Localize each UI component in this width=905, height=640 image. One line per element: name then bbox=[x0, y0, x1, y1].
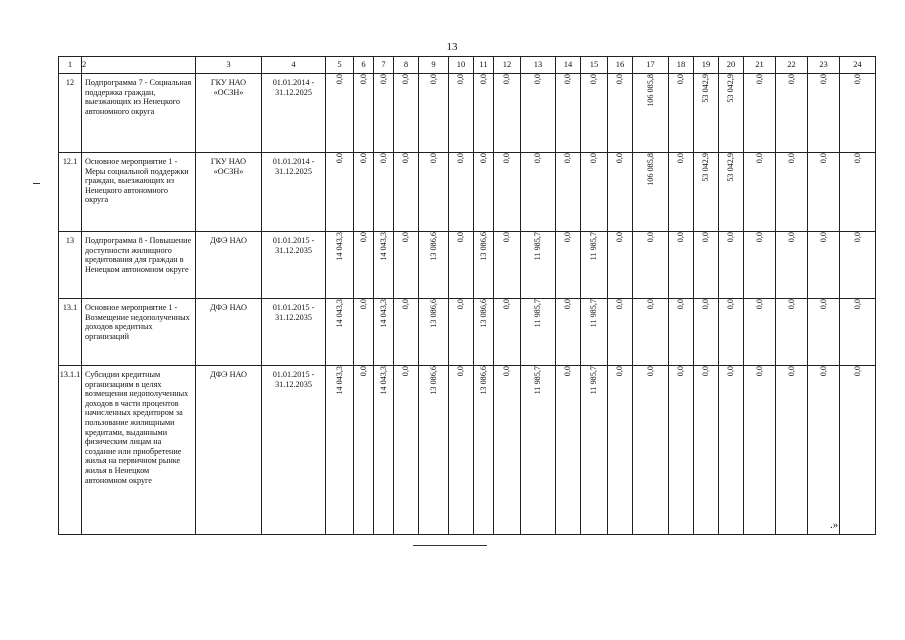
header-cell: 15 bbox=[581, 57, 608, 74]
value-cell bbox=[394, 153, 419, 232]
value-cell bbox=[633, 299, 669, 366]
value-text: 14 043,3 bbox=[334, 299, 344, 328]
header-cell: 12 bbox=[494, 57, 521, 74]
value-cell bbox=[556, 366, 581, 535]
value-cell bbox=[581, 366, 608, 535]
value-cell bbox=[840, 299, 876, 366]
row-organization: ГКУ НАО «ОСЗН» bbox=[196, 153, 262, 232]
value-cell bbox=[354, 153, 374, 232]
value-cell bbox=[744, 74, 776, 153]
value-cell bbox=[419, 366, 449, 535]
value-cell bbox=[776, 153, 808, 232]
value-text: 0,0 bbox=[676, 232, 686, 243]
value-text: 0,0 bbox=[456, 153, 466, 164]
value-text: 0,0 bbox=[563, 232, 573, 243]
value-text: 0,0 bbox=[818, 299, 828, 310]
value-text: 0,0 bbox=[502, 366, 512, 377]
value-text: 0,0 bbox=[502, 153, 512, 164]
value-cell bbox=[694, 153, 719, 232]
value-text: 0,0 bbox=[818, 74, 828, 85]
value-text: 0,0 bbox=[401, 299, 411, 310]
table-row bbox=[59, 366, 876, 535]
value-cell bbox=[581, 232, 608, 299]
value-cell bbox=[808, 232, 840, 299]
value-text: 0,0 bbox=[645, 366, 655, 377]
value-cell bbox=[394, 366, 419, 535]
value-cell bbox=[494, 232, 521, 299]
value-text: 0,0 bbox=[563, 299, 573, 310]
value-cell bbox=[776, 366, 808, 535]
value-text: 14 043,3 bbox=[378, 366, 388, 395]
value-text: 0,0 bbox=[502, 299, 512, 310]
value-text: 0,0 bbox=[676, 366, 686, 377]
value-text: 0,0 bbox=[358, 366, 368, 377]
header-cell: 8 bbox=[394, 57, 419, 74]
value-cell bbox=[521, 153, 556, 232]
table-row bbox=[59, 153, 876, 232]
value-text: 0,0 bbox=[615, 153, 625, 164]
value-text: 0,0 bbox=[754, 153, 764, 164]
table-row bbox=[59, 232, 876, 299]
value-text: 0,0 bbox=[754, 366, 764, 377]
value-cell bbox=[556, 74, 581, 153]
row-period: 01.01.2014 - 31.12.2025 bbox=[262, 153, 326, 232]
value-cell bbox=[633, 366, 669, 535]
value-text: 0,0 bbox=[378, 153, 388, 164]
value-cell bbox=[354, 366, 374, 535]
value-text: 0,0 bbox=[334, 153, 344, 164]
value-text: 0,0 bbox=[818, 153, 828, 164]
value-cell bbox=[744, 366, 776, 535]
value-text: 0,0 bbox=[676, 74, 686, 85]
value-text: 0,0 bbox=[456, 299, 466, 310]
value-cell bbox=[608, 366, 633, 535]
value-cell bbox=[474, 74, 494, 153]
value-text: 0,0 bbox=[852, 74, 862, 85]
value-cell bbox=[494, 366, 521, 535]
header-cell: 2 bbox=[82, 57, 196, 74]
value-text: 11 985,7 bbox=[533, 232, 543, 261]
value-text: 0,0 bbox=[401, 153, 411, 164]
value-cell bbox=[354, 74, 374, 153]
value-cell bbox=[374, 232, 394, 299]
value-text: 0,0 bbox=[533, 153, 543, 164]
value-cell bbox=[419, 232, 449, 299]
value-text: 0,0 bbox=[563, 153, 573, 164]
value-text: 0,0 bbox=[589, 153, 599, 164]
value-text: 0,0 bbox=[401, 74, 411, 85]
value-cell bbox=[669, 366, 694, 535]
value-cell bbox=[608, 299, 633, 366]
value-cell bbox=[669, 299, 694, 366]
value-cell bbox=[394, 299, 419, 366]
page-number: 13 bbox=[446, 41, 458, 53]
row-number: 12 bbox=[59, 74, 82, 153]
value-cell bbox=[449, 153, 474, 232]
value-cell bbox=[633, 74, 669, 153]
value-cell bbox=[744, 232, 776, 299]
value-cell bbox=[744, 299, 776, 366]
value-text: 0,0 bbox=[358, 153, 368, 164]
value-text: 0,0 bbox=[754, 74, 764, 85]
value-text: 0,0 bbox=[645, 299, 655, 310]
value-cell bbox=[633, 153, 669, 232]
row-organization: ДФЭ НАО bbox=[196, 232, 262, 299]
value-text: 11 985,7 bbox=[533, 299, 543, 328]
value-text: 0,0 bbox=[378, 74, 388, 85]
row-number: 13.1.1 bbox=[59, 366, 82, 535]
value-text: 0,0 bbox=[726, 366, 736, 377]
value-cell bbox=[374, 153, 394, 232]
value-cell bbox=[719, 153, 744, 232]
value-text: 11 985,7 bbox=[533, 366, 543, 395]
value-text: 53 042,9 bbox=[701, 153, 711, 182]
value-cell bbox=[840, 153, 876, 232]
header-row bbox=[59, 57, 876, 74]
value-text: 0,0 bbox=[428, 153, 438, 164]
row-name: Основное мероприятие 1 - Возмещение недополученных доходов кредитных организаций bbox=[82, 299, 196, 366]
value-cell bbox=[669, 232, 694, 299]
value-cell bbox=[694, 232, 719, 299]
value-cell bbox=[474, 232, 494, 299]
value-text: 0,0 bbox=[358, 74, 368, 85]
value-cell bbox=[354, 232, 374, 299]
value-cell bbox=[608, 153, 633, 232]
header-cell: 10 bbox=[449, 57, 474, 74]
header-cell: 4 bbox=[262, 57, 326, 74]
value-cell bbox=[449, 366, 474, 535]
value-cell bbox=[474, 366, 494, 535]
value-text: 0,0 bbox=[563, 366, 573, 377]
value-cell bbox=[776, 232, 808, 299]
value-cell bbox=[581, 74, 608, 153]
header-cell: 5 bbox=[326, 57, 354, 74]
row-number: 12.1 bbox=[59, 153, 82, 232]
value-cell bbox=[326, 366, 354, 535]
value-cell bbox=[374, 299, 394, 366]
value-text: 13 086,6 bbox=[478, 299, 488, 328]
value-text: 14 043,3 bbox=[378, 232, 388, 261]
header-cell: 19 bbox=[694, 57, 719, 74]
value-text: 0,0 bbox=[502, 232, 512, 243]
value-text: 53 042,9 bbox=[701, 74, 711, 103]
value-text: 13 086,6 bbox=[428, 232, 438, 261]
value-text: 13 086,6 bbox=[478, 232, 488, 261]
value-cell bbox=[326, 232, 354, 299]
header-cell: 1 bbox=[59, 57, 82, 74]
value-cell bbox=[581, 153, 608, 232]
value-cell bbox=[776, 299, 808, 366]
value-cell bbox=[374, 74, 394, 153]
value-cell bbox=[354, 299, 374, 366]
value-cell bbox=[719, 232, 744, 299]
value-cell bbox=[474, 299, 494, 366]
value-cell bbox=[521, 299, 556, 366]
value-cell bbox=[840, 366, 876, 535]
footer-line bbox=[413, 545, 487, 546]
header-cell: 21 bbox=[744, 57, 776, 74]
row-period: 01.01.2014 - 31.12.2025 bbox=[262, 74, 326, 153]
header-cell: 9 bbox=[419, 57, 449, 74]
value-cell bbox=[494, 74, 521, 153]
value-cell bbox=[840, 74, 876, 153]
value-cell bbox=[374, 366, 394, 535]
header-cell: 7 bbox=[374, 57, 394, 74]
value-text: 14 043,3 bbox=[378, 299, 388, 328]
value-text: 0,0 bbox=[786, 232, 796, 243]
value-text: 0,0 bbox=[754, 299, 764, 310]
value-cell bbox=[719, 74, 744, 153]
value-text: 0,0 bbox=[615, 299, 625, 310]
value-cell bbox=[808, 299, 840, 366]
value-cell bbox=[326, 153, 354, 232]
value-cell bbox=[840, 232, 876, 299]
value-cell bbox=[394, 74, 419, 153]
value-cell bbox=[326, 299, 354, 366]
value-text: 0,0 bbox=[818, 366, 828, 377]
value-cell bbox=[669, 153, 694, 232]
value-cell bbox=[556, 299, 581, 366]
header-cell: 16 bbox=[608, 57, 633, 74]
value-cell bbox=[394, 232, 419, 299]
value-cell bbox=[521, 232, 556, 299]
value-text: 11 985,7 bbox=[589, 299, 599, 328]
closing-quote: .» bbox=[830, 519, 839, 531]
value-text: 0,0 bbox=[478, 153, 488, 164]
value-text: 0,0 bbox=[701, 299, 711, 310]
value-cell bbox=[556, 232, 581, 299]
value-cell bbox=[633, 232, 669, 299]
row-organization: ГКУ НАО «ОСЗН» bbox=[196, 74, 262, 153]
value-text: 0,0 bbox=[401, 232, 411, 243]
value-text: 0,0 bbox=[334, 74, 344, 85]
value-cell bbox=[694, 366, 719, 535]
value-text: 0,0 bbox=[818, 232, 828, 243]
value-cell bbox=[419, 299, 449, 366]
header-cell: 20 bbox=[719, 57, 744, 74]
value-cell bbox=[449, 232, 474, 299]
header-cell: 13 bbox=[521, 57, 556, 74]
header-cell: 23 bbox=[808, 57, 840, 74]
value-text: 0,0 bbox=[615, 232, 625, 243]
value-text: 0,0 bbox=[533, 74, 543, 85]
header-cell: 24 bbox=[840, 57, 876, 74]
value-text: 0,0 bbox=[456, 366, 466, 377]
row-organization: ДФЭ НАО bbox=[196, 366, 262, 535]
value-cell bbox=[449, 74, 474, 153]
value-cell bbox=[608, 232, 633, 299]
row-name: Подпрограмма 7 - Социальная поддержка граждан, выезжающих из Ненецкого автономного округа bbox=[82, 74, 196, 153]
value-cell bbox=[419, 74, 449, 153]
value-cell bbox=[669, 74, 694, 153]
value-cell bbox=[808, 153, 840, 232]
value-text: 106 085,8 bbox=[645, 153, 655, 186]
value-cell bbox=[494, 299, 521, 366]
value-text: 0,0 bbox=[701, 366, 711, 377]
value-text: 0,0 bbox=[786, 299, 796, 310]
value-text: 0,0 bbox=[456, 232, 466, 243]
value-text: 0,0 bbox=[645, 232, 655, 243]
value-text: 0,0 bbox=[456, 74, 466, 85]
value-text: 53 042,9 bbox=[726, 74, 736, 103]
value-cell bbox=[474, 153, 494, 232]
row-name: Субсидии кредитным организациям в целях возмещения недополученных доходов в части процентов начисленных кредитором за пользование жилищными кредитами, выданными физическим лицам на создание или приобретение жилья на первичном рынке жилья в Ненецком автономном округе bbox=[82, 366, 196, 535]
value-cell bbox=[744, 153, 776, 232]
header-cell: 3 bbox=[196, 57, 262, 74]
value-text: 0,0 bbox=[852, 299, 862, 310]
table-row bbox=[59, 74, 876, 153]
value-cell bbox=[694, 74, 719, 153]
row-period: 01.01.2015 - 31.12.2035 bbox=[262, 299, 326, 366]
value-cell bbox=[521, 366, 556, 535]
value-cell bbox=[521, 74, 556, 153]
value-text: 14 043,3 bbox=[334, 366, 344, 395]
value-text: 0,0 bbox=[358, 232, 368, 243]
value-text: 13 086,6 bbox=[478, 366, 488, 395]
value-text: 13 086,6 bbox=[428, 299, 438, 328]
value-text: 14 043,3 bbox=[334, 232, 344, 261]
value-cell bbox=[608, 74, 633, 153]
value-text: 0,0 bbox=[676, 153, 686, 164]
value-text: 0,0 bbox=[726, 232, 736, 243]
row-period: 01.01.2015 - 31.12.2035 bbox=[262, 232, 326, 299]
value-cell bbox=[556, 153, 581, 232]
value-text: 0,0 bbox=[701, 232, 711, 243]
value-cell bbox=[494, 153, 521, 232]
value-cell bbox=[719, 366, 744, 535]
value-cell bbox=[808, 366, 840, 535]
value-text: 0,0 bbox=[478, 74, 488, 85]
value-text: 0,0 bbox=[754, 232, 764, 243]
header-cell: 17 bbox=[633, 57, 669, 74]
value-text: 0,0 bbox=[428, 74, 438, 85]
value-text: 0,0 bbox=[786, 74, 796, 85]
value-cell bbox=[326, 74, 354, 153]
value-text: 11 985,7 bbox=[589, 232, 599, 261]
header-cell: 14 bbox=[556, 57, 581, 74]
value-text: 0,0 bbox=[676, 299, 686, 310]
value-text: 53 042,9 bbox=[726, 153, 736, 182]
header-cell: 22 bbox=[776, 57, 808, 74]
value-cell bbox=[808, 74, 840, 153]
row-name: Основное мероприятие 1 - Меры социальной поддержки граждан, выезжающих из Ненецкого автономного округа bbox=[82, 153, 196, 232]
row-organization: ДФЭ НАО bbox=[196, 299, 262, 366]
row-number: 13 bbox=[59, 232, 82, 299]
value-text: 0,0 bbox=[726, 299, 736, 310]
value-text: 0,0 bbox=[852, 366, 862, 377]
header-cell: 18 bbox=[669, 57, 694, 74]
value-cell bbox=[776, 74, 808, 153]
margin-dash bbox=[33, 183, 40, 184]
value-cell bbox=[719, 299, 744, 366]
table-row bbox=[59, 299, 876, 366]
value-cell bbox=[581, 299, 608, 366]
row-period: 01.01.2015 - 31.12.2035 bbox=[262, 366, 326, 535]
row-number: 13.1 bbox=[59, 299, 82, 366]
program-table bbox=[58, 56, 876, 535]
value-text: 0,0 bbox=[615, 74, 625, 85]
value-text: 11 985,7 bbox=[589, 366, 599, 395]
value-cell bbox=[419, 153, 449, 232]
value-text: 0,0 bbox=[563, 74, 573, 85]
value-text: 0,0 bbox=[502, 74, 512, 85]
value-text: 106 085,8 bbox=[645, 74, 655, 107]
value-text: 0,0 bbox=[852, 232, 862, 243]
value-text: 0,0 bbox=[615, 366, 625, 377]
value-text: 0,0 bbox=[358, 299, 368, 310]
row-name: Подпрограмма 8 - Повышение доступности жилищного кредитования для граждан в Ненецком автономном округе bbox=[82, 232, 196, 299]
value-text: 0,0 bbox=[852, 153, 862, 164]
header-cell: 11 bbox=[474, 57, 494, 74]
value-text: 0,0 bbox=[786, 366, 796, 377]
value-text: 0,0 bbox=[589, 74, 599, 85]
value-cell bbox=[449, 299, 474, 366]
value-text: 0,0 bbox=[401, 366, 411, 377]
value-cell bbox=[694, 299, 719, 366]
value-text: 13 086,6 bbox=[428, 366, 438, 395]
value-text: 0,0 bbox=[786, 153, 796, 164]
header-cell: 6 bbox=[354, 57, 374, 74]
